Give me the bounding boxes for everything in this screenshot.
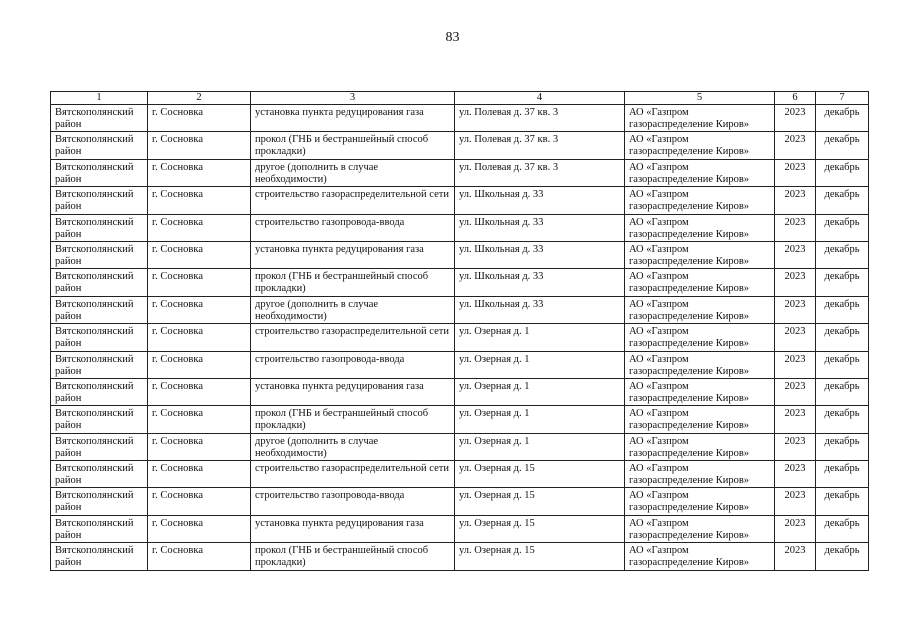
locality-cell: г. Сосновка xyxy=(148,324,251,351)
month-cell: декабрь xyxy=(816,351,869,378)
table-row xyxy=(51,241,869,268)
work-type-cell: строительство газопровода-ввода xyxy=(251,488,455,515)
organization-cell: АО «Газпром газораспределение Киров» xyxy=(625,269,775,296)
district-cell: Вятскополянский район xyxy=(51,515,148,542)
work-type-cell: прокол (ГНБ и бестраншейный способ прокладки) xyxy=(251,269,455,296)
district-cell: Вятскополянский район xyxy=(51,543,148,570)
year-cell: 2023 xyxy=(775,132,816,159)
year-cell: 2023 xyxy=(775,543,816,570)
table-row xyxy=(51,214,869,241)
table-row xyxy=(51,515,869,542)
address-cell: ул. Школьная д. 33 xyxy=(455,269,625,296)
year-cell: 2023 xyxy=(775,187,816,214)
column-header-1: 1 xyxy=(51,92,148,105)
district-cell: Вятскополянский район xyxy=(51,132,148,159)
table-row xyxy=(51,351,869,378)
table-row xyxy=(51,159,869,186)
month-cell: декабрь xyxy=(816,132,869,159)
table-row xyxy=(51,378,869,405)
header-row xyxy=(51,92,869,105)
work-type-cell: другое (дополнить в случае необходимости) xyxy=(251,159,455,186)
year-cell: 2023 xyxy=(775,241,816,268)
organization-cell: АО «Газпром газораспределение Киров» xyxy=(625,488,775,515)
column-header-3: 3 xyxy=(251,92,455,105)
locality-cell: г. Сосновка xyxy=(148,543,251,570)
table-row xyxy=(51,324,869,351)
locality-cell: г. Сосновка xyxy=(148,351,251,378)
district-cell: Вятскополянский район xyxy=(51,105,148,132)
organization-cell: АО «Газпром газораспределение Киров» xyxy=(625,461,775,488)
work-type-cell: строительство газопровода-ввода xyxy=(251,214,455,241)
month-cell: декабрь xyxy=(816,296,869,323)
column-header-2: 2 xyxy=(148,92,251,105)
locality-cell: г. Сосновка xyxy=(148,187,251,214)
locality-cell: г. Сосновка xyxy=(148,378,251,405)
district-cell: Вятскополянский район xyxy=(51,406,148,433)
locality-cell: г. Сосновка xyxy=(148,488,251,515)
table-row xyxy=(51,543,869,570)
work-type-cell: установка пункта редуцирования газа xyxy=(251,241,455,268)
address-cell: ул. Озерная д. 15 xyxy=(455,461,625,488)
table-row xyxy=(51,269,869,296)
month-cell: декабрь xyxy=(816,543,869,570)
address-cell: ул. Озерная д. 15 xyxy=(455,515,625,542)
locality-cell: г. Сосновка xyxy=(148,269,251,296)
locality-cell: г. Сосновка xyxy=(148,515,251,542)
work-type-cell: прокол (ГНБ и бестраншейный способ прокладки) xyxy=(251,132,455,159)
organization-cell: АО «Газпром газораспределение Киров» xyxy=(625,543,775,570)
work-type-cell: строительство газораспределительной сети xyxy=(251,324,455,351)
work-type-cell: другое (дополнить в случае необходимости) xyxy=(251,296,455,323)
year-cell: 2023 xyxy=(775,488,816,515)
month-cell: декабрь xyxy=(816,187,869,214)
year-cell: 2023 xyxy=(775,269,816,296)
work-type-cell: прокол (ГНБ и бестраншейный способ прокладки) xyxy=(251,543,455,570)
year-cell: 2023 xyxy=(775,433,816,460)
work-type-cell: строительство газораспределительной сети xyxy=(251,187,455,214)
address-cell: ул. Озерная д. 1 xyxy=(455,378,625,405)
organization-cell: АО «Газпром газораспределение Киров» xyxy=(625,105,775,132)
organization-cell: АО «Газпром газораспределение Киров» xyxy=(625,214,775,241)
district-cell: Вятскополянский район xyxy=(51,241,148,268)
work-type-cell: установка пункта редуцирования газа xyxy=(251,105,455,132)
column-header-7: 7 xyxy=(816,92,869,105)
locality-cell: г. Сосновка xyxy=(148,214,251,241)
district-cell: Вятскополянский район xyxy=(51,461,148,488)
organization-cell: АО «Газпром газораспределение Киров» xyxy=(625,515,775,542)
address-cell: ул. Полевая д. 37 кв. 3 xyxy=(455,105,625,132)
month-cell: декабрь xyxy=(816,406,869,433)
year-cell: 2023 xyxy=(775,406,816,433)
column-header-4: 4 xyxy=(455,92,625,105)
locality-cell: г. Сосновка xyxy=(148,461,251,488)
organization-cell: АО «Газпром газораспределение Киров» xyxy=(625,132,775,159)
work-type-cell: установка пункта редуцирования газа xyxy=(251,515,455,542)
month-cell: декабрь xyxy=(816,324,869,351)
address-cell: ул. Полевая д. 37 кв. 3 xyxy=(455,132,625,159)
organization-cell: АО «Газпром газораспределение Киров» xyxy=(625,241,775,268)
organization-cell: АО «Газпром газораспределение Киров» xyxy=(625,378,775,405)
district-cell: Вятскополянский район xyxy=(51,324,148,351)
address-cell: ул. Школьная д. 33 xyxy=(455,241,625,268)
address-cell: ул. Школьная д. 33 xyxy=(455,187,625,214)
address-cell: ул. Озерная д. 1 xyxy=(455,351,625,378)
locality-cell: г. Сосновка xyxy=(148,241,251,268)
locality-cell: г. Сосновка xyxy=(148,132,251,159)
month-cell: декабрь xyxy=(816,515,869,542)
address-cell: ул. Озерная д. 1 xyxy=(455,406,625,433)
year-cell: 2023 xyxy=(775,351,816,378)
address-cell: ул. Озерная д. 1 xyxy=(455,433,625,460)
district-cell: Вятскополянский район xyxy=(51,488,148,515)
month-cell: декабрь xyxy=(816,105,869,132)
works-table xyxy=(50,91,869,571)
district-cell: Вятскополянский район xyxy=(51,351,148,378)
column-header-6: 6 xyxy=(775,92,816,105)
column-header-5: 5 xyxy=(625,92,775,105)
year-cell: 2023 xyxy=(775,105,816,132)
address-cell: ул. Озерная д. 15 xyxy=(455,488,625,515)
locality-cell: г. Сосновка xyxy=(148,406,251,433)
address-cell: ул. Школьная д. 33 xyxy=(455,296,625,323)
year-cell: 2023 xyxy=(775,461,816,488)
month-cell: декабрь xyxy=(816,269,869,296)
month-cell: декабрь xyxy=(816,214,869,241)
month-cell: декабрь xyxy=(816,461,869,488)
year-cell: 2023 xyxy=(775,159,816,186)
year-cell: 2023 xyxy=(775,378,816,405)
year-cell: 2023 xyxy=(775,515,816,542)
work-type-cell: установка пункта редуцирования газа xyxy=(251,378,455,405)
locality-cell: г. Сосновка xyxy=(148,433,251,460)
year-cell: 2023 xyxy=(775,296,816,323)
district-cell: Вятскополянский район xyxy=(51,159,148,186)
district-cell: Вятскополянский район xyxy=(51,214,148,241)
work-type-cell: другое (дополнить в случае необходимости) xyxy=(251,433,455,460)
district-cell: Вятскополянский район xyxy=(51,187,148,214)
locality-cell: г. Сосновка xyxy=(148,296,251,323)
organization-cell: АО «Газпром газораспределение Киров» xyxy=(625,296,775,323)
month-cell: декабрь xyxy=(816,241,869,268)
table-row xyxy=(51,132,869,159)
organization-cell: АО «Газпром газораспределение Киров» xyxy=(625,159,775,186)
district-cell: Вятскополянский район xyxy=(51,433,148,460)
table-row xyxy=(51,461,869,488)
locality-cell: г. Сосновка xyxy=(148,105,251,132)
district-cell: Вятскополянский район xyxy=(51,378,148,405)
month-cell: декабрь xyxy=(816,433,869,460)
table-row xyxy=(51,187,869,214)
work-type-cell: строительство газопровода-ввода xyxy=(251,351,455,378)
address-cell: ул. Озерная д. 15 xyxy=(455,543,625,570)
organization-cell: АО «Газпром газораспределение Киров» xyxy=(625,324,775,351)
year-cell: 2023 xyxy=(775,324,816,351)
work-type-cell: строительство газораспределительной сети xyxy=(251,461,455,488)
month-cell: декабрь xyxy=(816,488,869,515)
organization-cell: АО «Газпром газораспределение Киров» xyxy=(625,406,775,433)
table-row xyxy=(51,296,869,323)
organization-cell: АО «Газпром газораспределение Киров» xyxy=(625,187,775,214)
organization-cell: АО «Газпром газораспределение Киров» xyxy=(625,351,775,378)
locality-cell: г. Сосновка xyxy=(148,159,251,186)
work-type-cell: прокол (ГНБ и бестраншейный способ прокладки) xyxy=(251,406,455,433)
page-number: 83 xyxy=(445,30,460,45)
table-row xyxy=(51,105,869,132)
organization-cell: АО «Газпром газораспределение Киров» xyxy=(625,433,775,460)
table-body xyxy=(51,105,869,571)
table-row xyxy=(51,406,869,433)
district-cell: Вятскополянский район xyxy=(51,269,148,296)
address-cell: ул. Школьная д. 33 xyxy=(455,214,625,241)
month-cell: декабрь xyxy=(816,378,869,405)
year-cell: 2023 xyxy=(775,214,816,241)
table-row xyxy=(51,433,869,460)
month-cell: декабрь xyxy=(816,159,869,186)
address-cell: ул. Полевая д. 37 кв. 3 xyxy=(455,159,625,186)
address-cell: ул. Озерная д. 1 xyxy=(455,324,625,351)
district-cell: Вятскополянский район xyxy=(51,296,148,323)
table-row xyxy=(51,488,869,515)
